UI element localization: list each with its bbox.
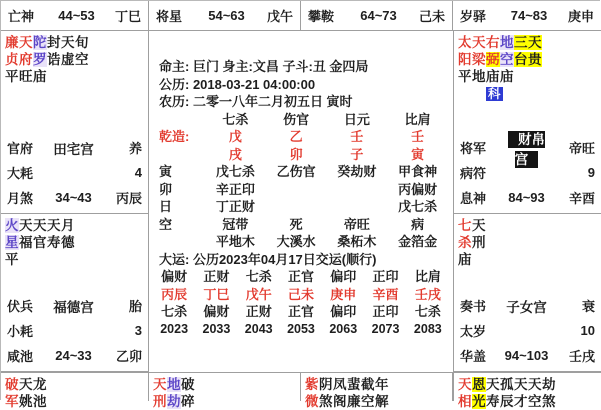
active-palace-name: 财帛宫 — [508, 131, 545, 168]
palace-god: 华盖 — [460, 349, 487, 364]
life-stage: 养 — [128, 141, 142, 156]
palace-info — [1, 293, 148, 371]
palace-stars — [1, 214, 148, 268]
palace-age-range: 24~33 — [55, 348, 92, 363]
palace-age-range: 84~93 — [508, 190, 545, 205]
palace-caibo[interactable] — [453, 31, 601, 214]
bazi-center-panel — [150, 31, 452, 372]
life-stage: 衰 — [581, 299, 595, 314]
palace-age-range: 74~83 — [510, 8, 548, 23]
palace-god: 伏兵 — [7, 299, 34, 314]
gregorian-date-line: 公历: 2018-03-21 04:00:00 — [159, 76, 316, 92]
hidden-stems-row-1: 寅 戊七杀 乙伤官 癸劫财 甲食神 — [150, 163, 452, 181]
earthly-branches-row: 戌 卯 子 寅 — [228, 146, 425, 162]
palace-stars — [149, 373, 300, 410]
palace-stars — [1, 373, 148, 410]
palace-bottom-mid-right[interactable] — [301, 372, 453, 409]
palace-tianzhai[interactable] — [1, 31, 149, 214]
dayun-gods-bottom-row: 七杀 偏财 正财 正官 偏印 正印 七杀 — [161, 304, 441, 319]
palace-zinv[interactable] — [453, 214, 601, 372]
palace-age-range: 44~53 — [58, 8, 95, 23]
star-brightness-line: 庙 — [458, 252, 472, 267]
palace-stars — [454, 373, 601, 410]
star-line: 天恩天孤天天劫 — [458, 377, 556, 392]
top-palace-wu[interactable] — [149, 1, 301, 30]
palace-god: 奏书 — [460, 299, 487, 314]
palace-god: 大耗 — [7, 166, 34, 181]
top-palace-wei[interactable] — [301, 1, 453, 30]
palace-info — [1, 135, 148, 213]
life-master-line: 命主: 巨门 身主:文昌 子斗:丑 金四局 — [159, 59, 369, 74]
top-palace-strip — [1, 1, 601, 31]
palace-info — [454, 293, 601, 371]
palace-age-range: 94~103 — [504, 348, 549, 363]
top-palace-shen[interactable] — [453, 1, 601, 30]
palace-god: 病符 — [460, 166, 487, 181]
star-line: 破天龙 — [5, 377, 47, 392]
star-line: 七天 — [458, 218, 486, 233]
palace-stem-branch: 乙卯 — [115, 349, 142, 364]
star-line: 相光寿辰才空煞 — [458, 394, 556, 409]
palace-age-range: 64~73 — [360, 8, 397, 23]
star-line: 贞府罗诰虚空 — [5, 52, 89, 67]
star-line: 军姚池 — [5, 394, 47, 409]
hidden-stems-row-3: 日 丁正财 戊七杀 — [150, 198, 452, 216]
small-limit-number: 4 — [134, 165, 142, 180]
palace-stem-branch: 丁巳 — [114, 9, 141, 24]
star-line: 刑劫碎 — [153, 394, 195, 409]
star-line: 太天右地三天 — [458, 35, 542, 50]
small-limit-number: 3 — [134, 323, 142, 338]
void-label-char: 寅 — [159, 164, 173, 179]
palace-bottom-right[interactable] — [453, 372, 601, 409]
palace-stars — [1, 31, 148, 85]
palace-name: 田宅宫 — [53, 141, 94, 157]
void-label-char: 卯 — [159, 181, 173, 197]
palace-stars — [454, 214, 601, 268]
life-stage-row: 空 冠带 死 帝旺 病 — [150, 216, 452, 234]
palace-stem-branch: 庚申 — [567, 9, 594, 24]
palace-god: 岁驿 — [460, 9, 487, 24]
star-line: 廉天陀封天旬 — [5, 35, 89, 50]
palace-name: 子女宫 — [506, 299, 547, 315]
palace-stem-branch: 戊午 — [266, 9, 293, 24]
star-line: 紫阴凤蜚截年 — [305, 377, 389, 392]
palace-age-range: 54~63 — [208, 8, 245, 23]
palace-god: 亡神 — [8, 9, 35, 24]
star-line: 星福官寿德 — [5, 235, 75, 250]
star-brightness-line: 平地庙庙 — [458, 69, 514, 84]
heavenly-stems-row: 乾造: 戊 乙 壬 壬 — [150, 128, 452, 146]
palace-god: 攀鞍 — [308, 9, 335, 24]
life-stage: 帝旺 — [568, 141, 595, 156]
palace-stem-branch: 辛酉 — [568, 191, 595, 206]
small-limit-number: 9 — [587, 165, 595, 180]
palace-god: 月煞 — [7, 191, 34, 206]
void-label-char: 日 — [159, 199, 173, 214]
star-brightness-line: 平 — [5, 252, 19, 267]
lunar-date-line: 农历: 二零一八年二月初五日 寅时 — [159, 94, 353, 109]
palace-god: 将军 — [460, 141, 487, 156]
palace-stars — [454, 31, 601, 102]
star-line: 火天天天月 — [5, 218, 75, 233]
palace-name: 福德宫 — [53, 299, 94, 315]
palace-stem-branch: 壬戌 — [568, 349, 595, 364]
star-line: 微煞阁廉空解 — [305, 394, 389, 409]
qianzao-label: 乾造: — [159, 129, 190, 144]
palace-god: 太岁 — [460, 324, 487, 339]
dayun-title-line: 大运: 公历2023年04月17日交运(顺行) — [159, 251, 377, 267]
palace-god: 小耗 — [7, 324, 34, 339]
top-palace-si[interactable] — [1, 1, 149, 30]
dayun-pillars-row: 丙辰 丁巳 戊午 己未 庚申 辛酉 壬戌 — [161, 286, 441, 302]
dayun-gods-top-row: 偏财 正财 七杀 正官 偏印 正印 比肩 — [161, 269, 441, 284]
dayun-years-row: 2023 2033 2043 2053 2063 2073 2083 — [160, 321, 442, 336]
star-line: 阳梁弼空台贵 — [458, 52, 542, 67]
nayin-row: 平地木 大溪水 桑柘木 金箔金 — [215, 234, 438, 249]
palace-stem-branch: 己未 — [418, 9, 445, 24]
palace-stars — [301, 373, 452, 410]
star-brightness-line: 平旺庙 — [5, 69, 47, 84]
life-stage: 胎 — [128, 299, 142, 314]
palace-god: 将星 — [156, 9, 183, 24]
palace-god: 咸池 — [7, 349, 34, 364]
palace-age-range: 34~43 — [55, 190, 92, 205]
palace-god: 息神 — [460, 191, 487, 206]
palace-god: 官府 — [7, 141, 34, 156]
star-line: 杀刑 — [458, 235, 486, 250]
palace-bottom-mid-left[interactable] — [149, 372, 301, 409]
palace-stem-branch: 丙辰 — [115, 191, 142, 206]
hidden-stems-row-2: 卯 辛正印 丙偏财 — [150, 181, 452, 199]
transform-ke-badge: 科 — [488, 87, 502, 101]
void-label-char: 空 — [159, 216, 173, 232]
palace-bottom-left[interactable] — [1, 372, 149, 409]
palace-fude[interactable] — [1, 214, 149, 372]
star-line: 天地破 — [153, 377, 195, 392]
palace-info — [454, 131, 601, 213]
small-limit-number: 10 — [580, 323, 595, 338]
ten-gods-header-row: 七杀 伤官 日元 比肩 — [222, 111, 431, 127]
